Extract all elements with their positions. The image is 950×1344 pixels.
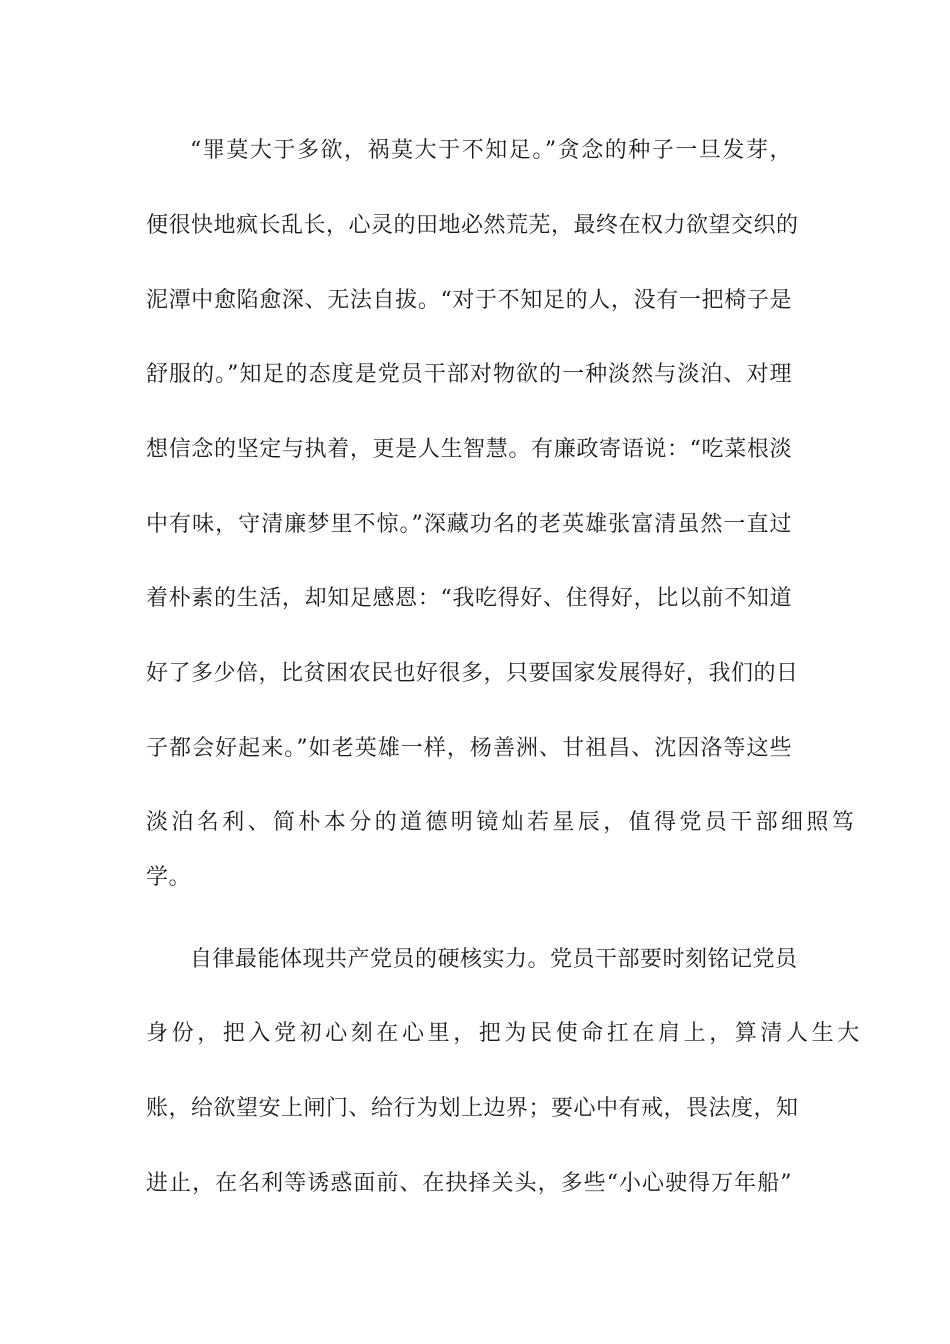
paragraph-2-line-2: 身份，把入党初心刻在心里，把为民使命扛在肩上，算清人生大 (146, 1021, 863, 1046)
paragraph-2-line-1: 自律最能体现共产党员的硬核实力。党员干部要时刻铭记党员 (190, 947, 798, 972)
paragraph-1-line-2: 便很快地疯长乱长，心灵的田地必然荒芜，最终在权力欲望交织的 (146, 213, 799, 238)
paragraph-1-line-9: 子都会好起来。”如老英雄一样，杨善洲、甘祖昌、沈因洛等这些 (146, 736, 792, 761)
paragraph-1-line-4: 舒服的。”知足的态度是党员干部对物欲的一种淡然与淡泊、对理 (146, 362, 792, 387)
paragraph-2-line-3: 账，给欲望安上闸门、给行为划上边界；要心中有戒，畏法度，知 (146, 1096, 799, 1121)
paragraph-1-line-6: 中有味，守清廉梦里不惊。”深藏功名的老英雄张富清虽然一直过 (146, 512, 792, 537)
paragraph-1-line-7: 着朴素的生活，却知足感恩：“我吃得好、住得好，比以前不知道 (146, 586, 792, 611)
paragraph-1-line-8: 好了多少倍，比贫困农民也好很多，只要国家发展得好，我们的日 (146, 661, 799, 686)
paragraph-1-line-10: 淡泊名利、简朴本分的道德明镜灿若星辰，值得党员干部细照笃 (146, 810, 858, 835)
paragraph-1-line-5: 想信念的坚定与执着，更是人生智慧。有廉政寄语说：“吃菜根淡 (146, 437, 792, 462)
paragraph-1-line-11: 学。 (146, 865, 192, 890)
paragraph-1-line-1: “罪莫大于多欲，祸莫大于不知足。”贪念的种子一旦发芽， (190, 138, 792, 163)
paragraph-2-line-4: 进止，在名利等诱惑面前、在抉择关头，多些“小心驶得万年船” (146, 1171, 792, 1196)
paragraph-1-line-3: 泥潭中愈陷愈深、无法自拔。“对于不知足的人，没有一把椅子是 (146, 288, 792, 313)
